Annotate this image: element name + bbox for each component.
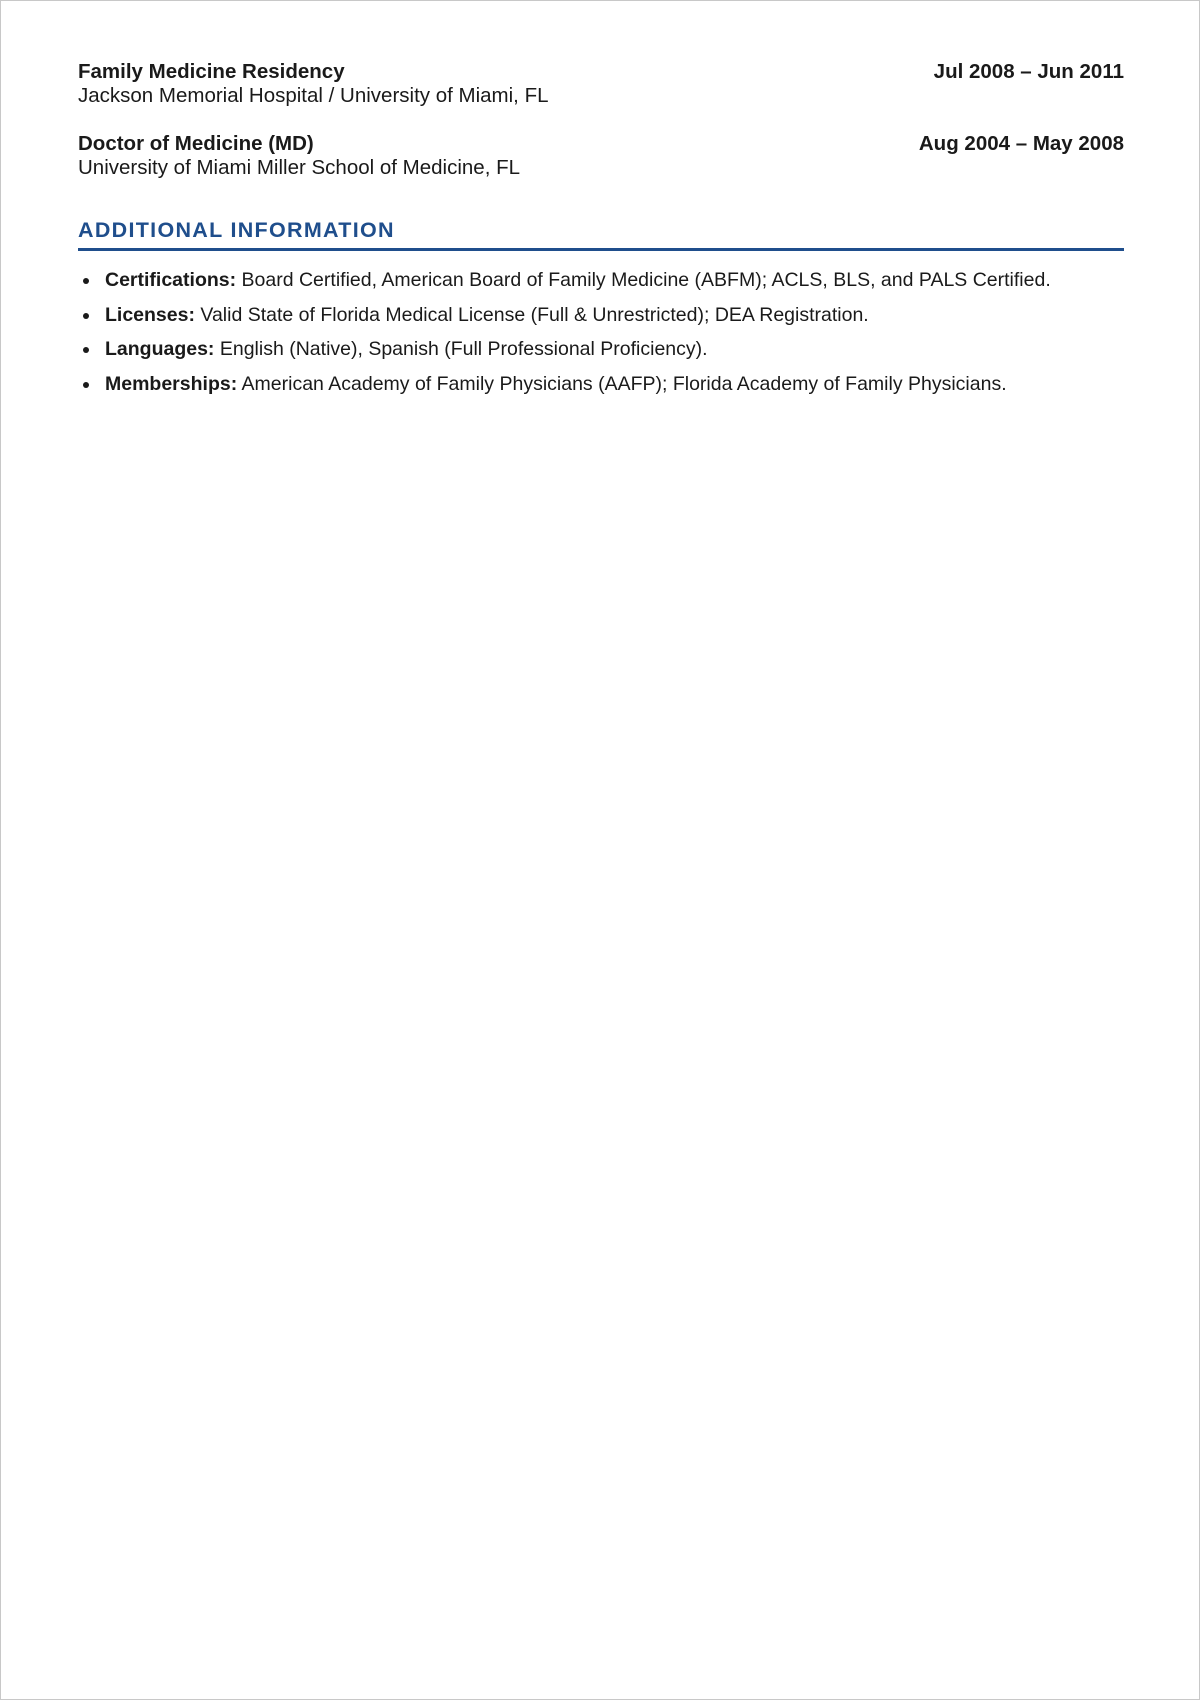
bullet-icon (83, 382, 89, 388)
bullet-icon (83, 313, 89, 319)
list-item-languages (78, 337, 1124, 361)
entry-header (78, 131, 1124, 157)
section-heading-additional-information: ADDITIONAL INFORMATION (78, 217, 1124, 251)
entry-dates: Jul 2008 – Jun 2011 (933, 60, 1124, 83)
item-text: Valid State of Florida Medical License (Full & Unrestricted); DEA Registration. (194, 303, 869, 326)
entry-header (78, 59, 1124, 85)
bullet-icon (83, 347, 89, 353)
item-label: Memberships: (105, 372, 238, 395)
additional-information-list (78, 268, 1124, 396)
item-label: Licenses: (105, 303, 195, 326)
item-text: English (Native), Spanish (Full Professional Proficiency). (214, 338, 708, 360)
entry-institution: University of Miami Miller School of Medicine, FL (78, 156, 521, 179)
entry-dates: Aug 2004 – May 2008 (918, 132, 1124, 155)
item-label: Certifications: (105, 269, 237, 291)
resume-content (78, 59, 1124, 406)
item-text: American Academy of Family Physicians (AAFP); Florida Academy of Family Physicians. (237, 372, 1007, 395)
bullet-icon (83, 278, 89, 284)
item-label: Languages: (105, 338, 215, 360)
education-entry-residency (78, 59, 1124, 107)
entry-institution: Jackson Memorial Hospital / University of Miami, FL (78, 84, 549, 107)
item-text: Board Certified, American Board of Family Medicine (ABFM); ACLS, BLS, and PALS Certified. (236, 269, 1051, 291)
list-item-memberships (78, 372, 1124, 396)
entry-title: Doctor of Medicine (MD) (78, 132, 314, 155)
education-entry-md (78, 131, 1124, 179)
entry-title: Family Medicine Residency (78, 60, 345, 83)
list-item-licenses (78, 303, 1124, 327)
list-item-certifications (78, 268, 1124, 292)
